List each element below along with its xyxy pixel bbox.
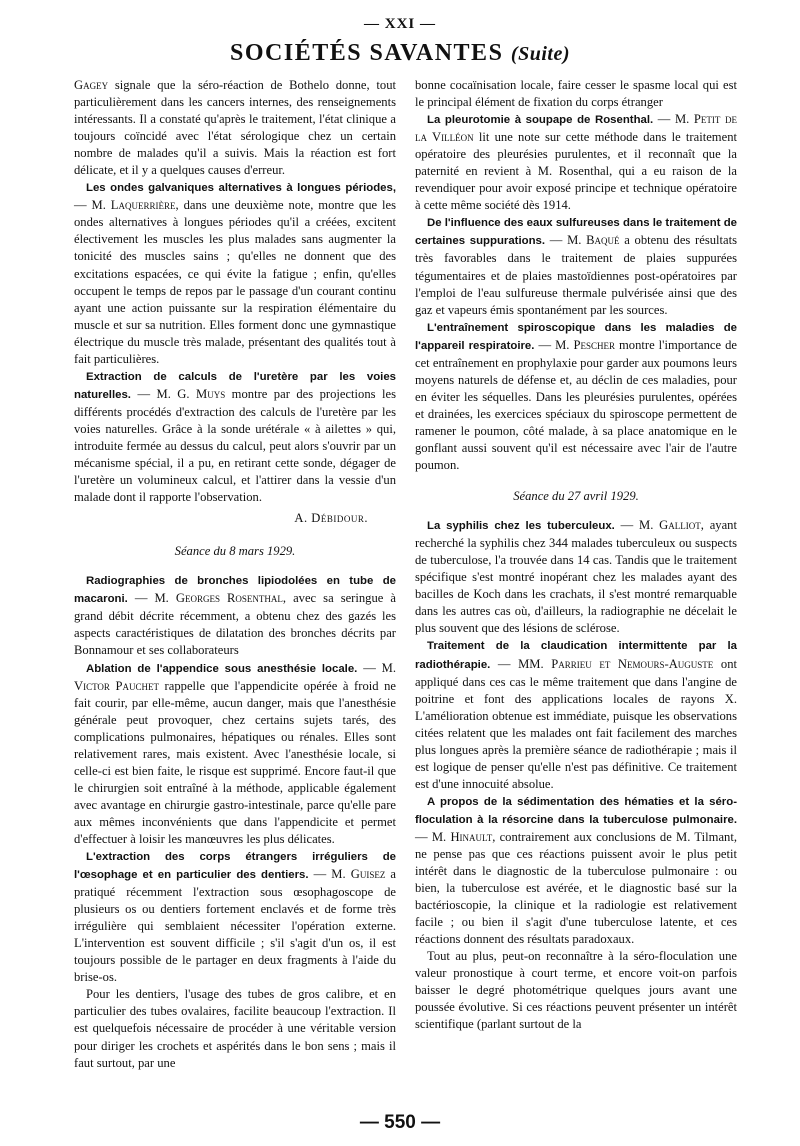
paragraph — [74, 660, 396, 849]
paragraph-text: , avec sa seringue à grand débit décrite récemment, a obtenu chez des gazés les aspects caractéristiques de dilatation des bronches décrits par Bonnamour et ses collaborateurs — [74, 591, 396, 658]
paragraph — [74, 77, 396, 179]
session-date: Séance du 8 mars 1929. — [174, 544, 296, 559]
paragraph-text: — M. G. — [130, 386, 197, 401]
paragraph — [415, 637, 737, 792]
author-name: Parrieu et Nemours-Auguste — [551, 656, 714, 671]
section-heading: Ablation de l'appendice sous anesthésie locale. — [86, 662, 358, 675]
section-heading: La syphilis chez les tuberculeux. — [427, 520, 615, 533]
paragraph-text: — M. — [127, 591, 176, 606]
author-name: Guisez — [350, 867, 386, 882]
paragraph-text: a obtenu des résultats très favorables dans le traitement de plaies suppurées tégumentaires et de plaies mastoïdiennes post-opératoires par l'emploi de l'eau sulfureuse thermale pulvérisée ainsi que des gaz et vapeurs émis spontanément par les sources. — [415, 233, 738, 317]
paragraph-text: ont appliqué dans ces cas le même traitement que dans l'angine de poitrine et font des applications locales de rayons X. L'amélioration obtenue est immédiate, puisque les observations citées relatent que les malades ont fait facilement des marches plus longues après la première séance de radiothérapie ; mais il est logique de penser qu'elle n'est pas définitive. Ce traitement est d'une innocuité absolue. — [415, 656, 737, 791]
paragraph-text: — M. — [545, 233, 587, 248]
paragraph — [415, 111, 737, 214]
page-roman-numeral: — XXI — — [363, 16, 436, 32]
author-name: Galliot — [659, 518, 701, 533]
paragraph-text: montre l'importance de cet entraînement en prophylaxie pour garder aux poumons leurs moyens naturels de défense et, au déclin de ces maladies, pour en éviter les séquelles. Dans les pleurésies purulentes, opérées et drainées, les exercices spéciaux du spiroscope permettent de ramener le poumon, côté malade, à sa place anatomique en le gonflant aussi souvent qu'il est nécessaire avec l'air de l'autre poumon. — [415, 337, 738, 473]
section-heading: Traitement de la claudication intermittente par la radiothérapie. — [415, 640, 737, 671]
paragraph — [74, 179, 396, 368]
author-name: Victor Pauchet — [74, 678, 159, 693]
paragraph-text: — M. — [74, 198, 111, 213]
paragraph — [415, 319, 737, 474]
author-name: Georges Rosenthal — [175, 591, 283, 606]
paragraph-text: rappelle que l'appendicite opérée à froid ne fait courir, par elle-même, aucun danger, mais que l'anesthésie générale peut provoquer, chez certains sujets tarés, des complications pulmonaires, hépatiques ou rénales. Elles sont relativement rares, mais existent. Avec l'anesthésie locale, si celle-ci est bien faite, le risque est supprimé. Encore faut-il que le chirurgien soit entraîné à la méthode, applicable également avec avantage en chirurgie gastro-intestinale, parce qu'elle pare aux mêmes inconvénients que dans l'appendicite et permet d'effectuer à loisir les manœuvres les plus délicates. — [74, 678, 396, 846]
paragraph — [74, 572, 396, 659]
signature: A. Débidour. — [294, 511, 368, 526]
author-name: Hinault — [450, 829, 493, 844]
author-name: Gagey — [74, 78, 109, 92]
author-name: Pescher — [573, 337, 615, 352]
page-number: — 550 — — [359, 1112, 441, 1133]
title-text: SOCIÉTÉS SAVANTES — [230, 40, 504, 66]
paragraph-text: a pratiqué récemment l'extraction sous œsophagoscope de plusieurs os ou dentiers fortement enclavés et de forme très irrégulière qui semblaient nécessiter l'opération externe. L'intervention est souvent difficile ; s'il s'agit d'un os, il est toujours possible de le partager en deux fragments à l'aide du brise-os. — [74, 867, 396, 985]
author-name: Petit de la Villéon — [415, 112, 738, 145]
section-heading: Radiographies de bronches lipiodolées en tube de macaroni. — [74, 575, 396, 606]
section-heading: L'extraction des corps étrangers irréguliers de l'œsophage et en particulier des dentiers. — [74, 851, 396, 882]
section-heading: Les ondes galvaniques alternatives à longues périodes, — [86, 182, 396, 195]
right-column — [415, 77, 737, 1034]
paragraph-text: — M. — [653, 112, 694, 127]
paragraph — [74, 368, 396, 506]
section-heading: A propos de la sédimentation des hématies et la séro-floculation à la résorcine dans la tuberculose pulmonaire. — [415, 795, 737, 826]
paragraph-text: , contrairement aux conclusions de M. Tilmant, ne pense pas que ces réactions puissent avoir le plus petit intérêt dans le diagnostic de la tuberculose pulmonaire : ou bien, la tuberculose est avérée, et le diagnostic basé sur la bactérioscopie, la clinique et la radiologie est relativement facile ; ou bien il s'agit d'une tuberculose latente, et ces réactions donnent des résultats paradoxaux. — [415, 829, 737, 947]
paragraph: Pour les dentiers, l'usage des tubes de gros calibre, et en particulier des tubes ovalaires, facilite beaucoup l'extraction. Il est quelquefois nécessaire de procéder à une véritable version pour diriger les crochets et aspérités dans le bon sens ; mais il faut surtout, par une — [74, 987, 396, 1070]
title-suffix: (Suite) — [510, 43, 570, 65]
section-heading: La pleurotomie à soupape de Rosenthal. — [427, 114, 654, 127]
paragraph-text: — M. — [614, 518, 660, 533]
left-column — [74, 77, 396, 1072]
paragraph-text: montre par des projections les différents procédés d'extraction des calculs de l'uretère par les voies naturelles. Grâce à la sonde urétérale « à ailettes » qui, introduite fermée au dessus du calcul, peut alors s'ouvrir par un mécanisme spécial, il a pu, en retirant cette sonde, dégager de l'uretère un volumineux calcul, et l'attirer dans la vessie d'un malade dont il rapporte l'observation. — [74, 386, 397, 505]
paragraph-text: — M. — [415, 829, 451, 844]
author-name: Laquerrière — [110, 198, 176, 213]
paragraph — [74, 848, 396, 986]
paragraph-text: — M. — [357, 660, 396, 675]
paragraph-text: — M. — [534, 337, 574, 352]
paragraph-text: , dans une deuxième note, montre que les ondes alternatives à longues périodes qu'il a créées, excitent électivement les muscles les plus malades sans augmenter la tonicité des muscles sains ; qu'elles ne donnent que des excitations espacées, ce qui évite la fatigue ; enfin, qu'elles occupent le temps de repos par le passage d'un courant continu ayant une action puissante sur la respiration élémentaire du muscle et sur sa nutrition. Elles forment donc une gymnastique électrique du muscle très malade, présentant des qualités tout à fait particulières. — [74, 198, 396, 366]
author-name: Baqué — [586, 233, 620, 248]
paragraph-text: lit une note sur cette méthode dans le traitement opératoire des pleurésies purulentes, et il reconnaît que la paternité en revient à M. Rosenthal, qui a eu raison de la revendiquer pour avoir exposé principe et technique opératoire à cette même société dès 1914. — [415, 130, 737, 213]
section-heading: L'entraînement spiroscopique dans les maladies de l'appareil respiratoire. — [415, 321, 737, 352]
paragraph-text: — M. — [308, 867, 351, 882]
paragraph — [415, 214, 737, 318]
section-heading: Extraction de calculs de l'uretère par les voies naturelles. — [74, 370, 396, 401]
paragraph-text: — MM. — [490, 656, 552, 671]
paragraph: Tout au plus, peut-on reconnaître à la séro-floculation une valeur pronostique à court terme, et encore voit-on parfois baisser le degré photométrique quelques jours avant une poussée évolutive. Si ces réactions peuvent présenter un intérêt scientifique (parlant surtout de la — [415, 949, 737, 1032]
section-heading: De l'influence des eaux sulfureuses dans le traitement de certaines suppurations. — [415, 217, 737, 248]
paragraph-text: signale que la séro-réaction de Bothelo donne, tout particulièrement dans les cancers internes, des renseignements intéressants. Il a constaté qu'après le traitement, l'état clinique a toujours coïncidé avec l'état sérologique chez un certain nombre de malades qu'il a suivis. Mais la réaction est fort délicate, et il y a quelques causes d'erreur. — [74, 78, 396, 178]
author-name: Muys — [196, 386, 226, 401]
paragraph — [415, 793, 737, 948]
paragraph: bonne cocaïnisation locale, faire cesser le spasme local qui est le principal élément de fixation du corps étranger — [415, 78, 737, 110]
paragraph-text: , ayant recherché la syphilis chez 344 malades tuberculeux ou suspects de tuberculose, l'a trouvée dans 14 cas. Tandis que le traitement spécifique s'est montré inopérant chez les malades ayant des bacilles de Koch dans les crachats, il s'est montré remarquable dans les autres cas où, d'ailleurs, la radiographie ne décelait le plus souvent que des lésions de sclérose. — [415, 518, 737, 636]
paragraph — [415, 517, 737, 637]
page-title — [0, 40, 800, 67]
session-date: Séance du 27 avril 1929. — [513, 489, 639, 504]
